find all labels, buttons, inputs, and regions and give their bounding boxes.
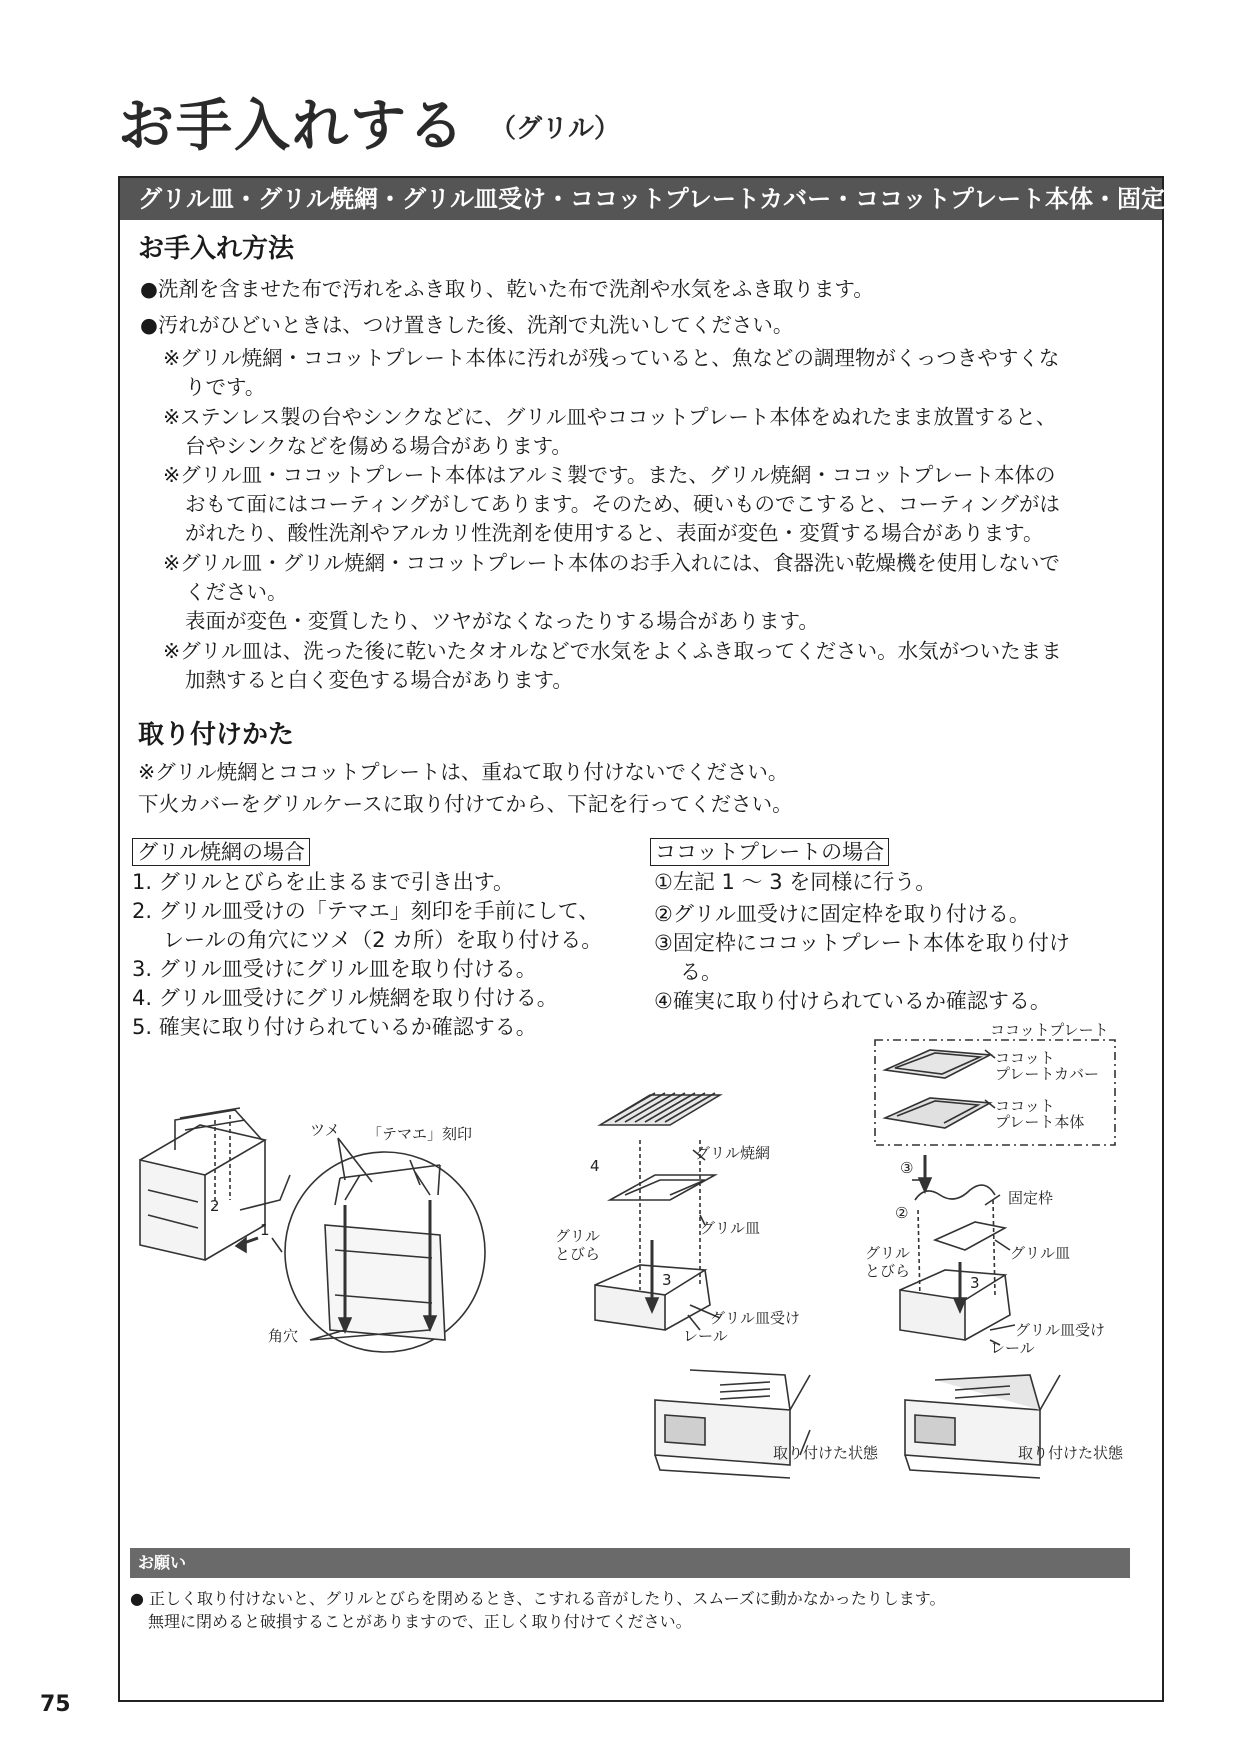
label-circ-3: ③ [900,1159,914,1177]
label-grill-sara-2: グリル皿 [1010,1244,1071,1262]
grill-case-label-text: グリル焼網の場合 [132,838,310,866]
label-grill-tobira-2: グリル [865,1244,911,1262]
section-banner: グリル皿・グリル焼網・グリル皿受け・ココットプレートカバー・ココットプレート本体・固定枠 [120,178,1162,220]
label-tsume: ツメ [310,1121,340,1139]
label-grill-sara: グリル皿 [700,1219,761,1237]
notice-heading: お願い [130,1548,1130,1578]
install-intro-line: 下火カバーをグリルケースに取り付けてから、下記を行ってください。 [138,792,793,816]
grill-net-illustration [595,1093,720,1330]
care-note-line: ください。 [185,580,288,604]
care-note-line: 台やシンクなどを傷める場合があります。 [185,434,572,458]
label-cover: プレートカバー [995,1065,1099,1083]
label-step-3b: 3 [970,1274,980,1292]
label-kakuana: 角穴 [268,1327,299,1345]
page-title: お手入れする [118,94,466,159]
cocotte-step: る。 [680,960,722,984]
care-note-line: 加熱すると白く変色する場合があります。 [185,668,573,692]
label-attached: 取り付けた状態 [773,1444,879,1462]
install-heading: 取り付けかた [138,720,295,750]
grill-step: 3. グリル皿受けにグリル皿を取り付ける。 [132,957,537,981]
label-sarauke: グリル皿受け [710,1309,801,1327]
cocotte-step: ③固定枠にココットプレート本体を取り付け [654,931,1070,955]
cocotte-case-label-text: ココットプレートの場合 [650,838,889,866]
label-step-3: 3 [662,1271,672,1289]
care-note-line: ※グリル皿・グリル焼網・ココットプレート本体のお手入れには、食器洗い乾燥機を使用しないで [163,551,1060,575]
label-sarauke-2: グリル皿受け [1015,1321,1106,1339]
notice-line: 無理に閉めると破損することがありますので、正しく取り付けてください。 [148,1612,692,1631]
zoom-detail [325,1165,445,1340]
care-heading: お手入れ方法 [138,234,295,264]
label-step-2: 2 [210,1197,220,1215]
grill-step: 5. 確実に取り付けられているか確認する。 [132,1015,537,1039]
cocotte-step: ②グリル皿受けに固定枠を取り付ける。 [654,902,1030,926]
care-note-line: ※グリル皿・ココットプレート本体はアルミ製です。また、グリル焼網・ココットプレート本体の [163,463,1056,487]
label-body: ココット [995,1097,1055,1115]
label-step-4: 4 [590,1157,600,1175]
grill-step: 1. グリルとびらを止まるまで引き出す。 [132,870,515,894]
attached-cocotte-illustration [905,1375,1060,1478]
grill-step: 4. グリル皿受けにグリル焼網を取り付ける。 [132,986,558,1010]
care-note-line: がれたり、酸性洗剤やアルカリ性洗剤を使用すると、表面が変色・変質する場合があります。 [185,521,1044,545]
grill-step: レールの角穴にツメ（2 カ所）を取り付ける。 [163,928,603,952]
care-note-line: りです。 [185,375,266,399]
page-number: 75 [40,1692,71,1717]
grill-step: 2. グリル皿受けの「テマエ」刻印を手前にして、 [132,899,600,923]
label-attached-2: 取り付けた状態 [1018,1444,1124,1462]
cocotte-illustration [875,1040,1115,1340]
label-yakiami: グリル焼網 [695,1144,771,1162]
care-note-line: ※ステンレス製の台やシンクなどに、グリル皿やココットプレート本体をぬれたまま放置すると、 [163,405,1057,429]
label-cover: ココット [995,1049,1055,1067]
label-rail: レール [683,1327,728,1345]
label-grill-tobira: グリル [555,1227,601,1245]
label-temae: 「テマエ」刻印 [367,1125,473,1143]
care-bullet-2: ●汚れがひどいときは、つけ置きした後、洗剤で丸洗いしてください。 [140,313,794,337]
care-note-line: ※グリル焼網・ココットプレート本体に汚れが残っていると、魚などの調理物がくっつきやすくな [163,346,1060,370]
label-rail-2: レール [990,1339,1035,1357]
cocotte-step: ④確実に取り付けられているか確認する。 [654,989,1051,1013]
care-note-line: 表面が変色・変質したり、ツヤがなくなったりする場合があります。 [185,609,819,633]
install-intro-line: ※グリル焼網とココットプレートは、重ねて取り付けないでください。 [138,760,789,784]
notice-line: ● 正しく取り付けないと、グリルとびらを閉めるとき、こすれる音がしたり、スムーズに動かなかったりします。 [130,1589,946,1608]
label-cocotte-plate: ココットプレート [990,1021,1109,1039]
page-subtitle: （グリル） [490,114,621,144]
label-step-1: 1 [260,1221,270,1239]
care-note-line: おもて面にはコーティングがしてあります。そのため、硬いものでこすると、コーティングがは [185,492,1060,516]
care-bullet-1: ●洗剤を含ませた布で汚れをふき取り、乾いた布で洗剤や水気をふき取ります。 [140,277,874,301]
label-grill-tobira-2: とびら [865,1262,911,1280]
cocotte-step: ①左記 1 ～ 3 を同様に行う。 [654,870,937,894]
label-circ-2: ② [895,1204,909,1222]
label-koteiwaku: 固定枠 [1008,1189,1054,1207]
care-note-line: ※グリル皿は、洗った後に乾いたタオルなどで水気をよくふき取ってください。水気がついたまま [163,639,1062,663]
label-body: プレート本体 [995,1113,1085,1131]
label-grill-tobira: とびら [555,1245,601,1263]
